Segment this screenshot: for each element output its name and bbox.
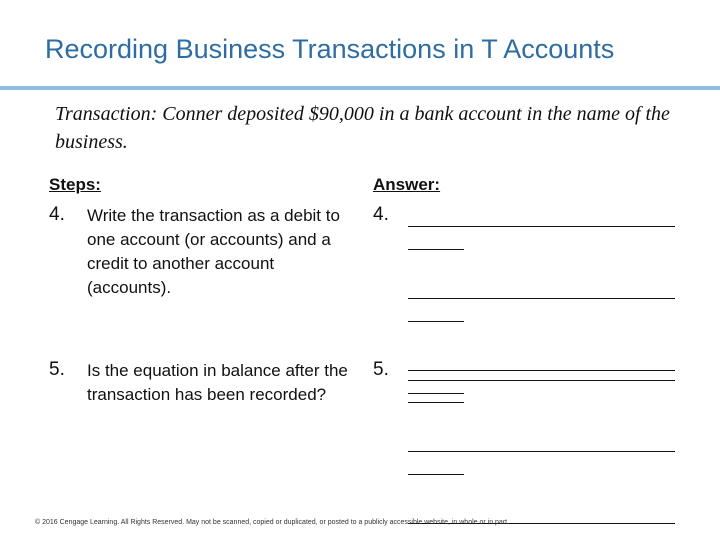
answer-4-number: 4. xyxy=(373,204,389,225)
answer-5-blank-line-2 xyxy=(408,380,675,381)
step-4-text: Write the transaction as a debit to one account (or accounts) and a credit to another account (accounts). xyxy=(87,206,340,297)
transaction-description: Transaction: Conner deposited $90,000 in a bank account in the name of the business. xyxy=(55,103,670,153)
answer-5-blank-line-3 xyxy=(408,393,464,394)
step-4-number: 4. xyxy=(49,204,65,225)
step-5-text: Is the equation in balance after the transaction has been recorded? xyxy=(87,361,348,404)
answer-4-blank-line-3 xyxy=(408,298,675,299)
slide-title: Recording Business Transactions in T Accounts xyxy=(45,34,615,64)
step-5-number: 5. xyxy=(49,359,65,380)
steps-header: Steps: xyxy=(49,175,101,194)
answer-5-blank-line-6 xyxy=(408,474,464,475)
answer-5-blank-line-4 xyxy=(408,402,464,403)
answer-4-blank-line-1 xyxy=(408,226,675,227)
title-divider xyxy=(0,86,720,90)
answer-header: Answer: xyxy=(373,175,441,194)
answer-4-blank-line-2 xyxy=(408,249,464,250)
answer-4-blank-line-4 xyxy=(408,321,464,322)
answer-5-blank-line-5 xyxy=(408,451,675,452)
answer-5-blank-line-1 xyxy=(408,370,675,371)
copyright-footer: © 2016 Cengage Learning. All Rights Reserved. May not be scanned, copied or duplicated, or posted to a publicly accessible website, in whole or in part. xyxy=(35,519,510,526)
answer-5-number: 5. xyxy=(373,359,389,380)
